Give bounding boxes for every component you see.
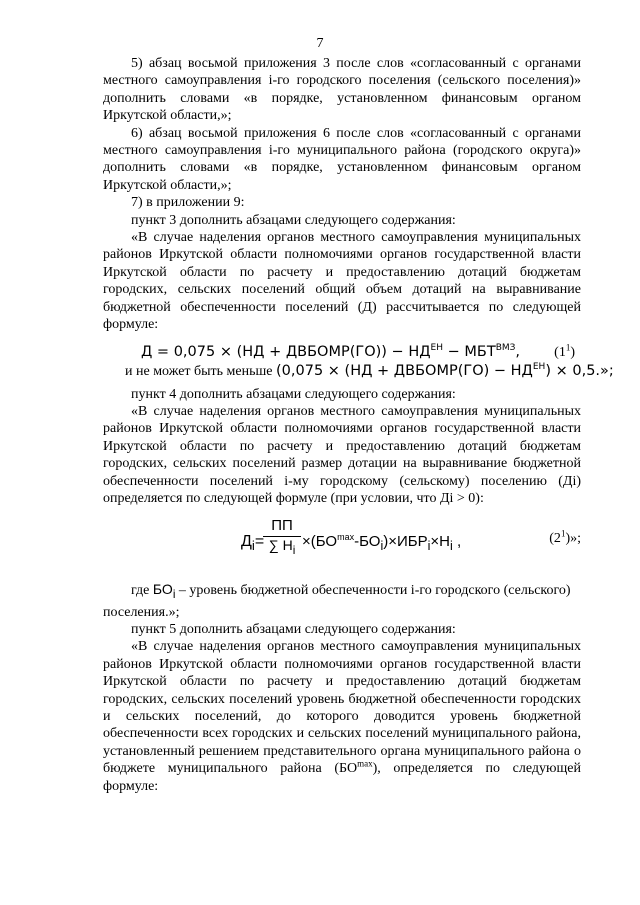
document-body	[103, 55, 614, 795]
page-number: 7	[316, 36, 324, 51]
paragraph-item-5: 5) абзац восьмой приложения 3 после слов «согласованный с органами местного самоуправления i-го городского поселения (сельского поселения)» дополнить словами «в порядке, установленном финансовым органом Иркутской области,»;	[103, 56, 581, 124]
paragraph-punkt-4-heading: пункт 4 дополнить абзацами следующего содержания:	[131, 386, 456, 402]
formula-1-expression: Д = 0,075 × (НД + ДВБОМР(ГО)) − $НД^{ЕН} - МБТ^{ВМЗ}$,	[141, 342, 521, 360]
paragraph-item-7: 7) в приложении 9:	[131, 195, 245, 211]
formula-1-number: $(1^1)$	[554, 341, 575, 360]
formula-2-fraction: ПП ∑ $Н_i$	[263, 517, 301, 559]
formula-2-number: $(2^1)$»;	[549, 528, 581, 547]
formula-2	[103, 515, 581, 575]
definition-symbol: $БО_i$	[152, 581, 176, 602]
formula-2-lhs: $Д_i=$	[241, 533, 265, 554]
paragraph-punkt-4-body: «В случае наделения органов местного самоуправления муниципальных районов Иркутской области полномочиями органов государственной власти Иркутской области по расчету и предоставлению дотаций бюджетам городских, сельских поселений размер дотации на выравнивание бюджетной обеспеченности поселений i-му городскому (сельскому) поселению (Дi) определяется по следующей формуле (при условии, что Дi > 0):	[103, 403, 581, 506]
formula-1-condition: и не может быть меньше (0,075 × (НД + ДВБОМР(ГО) − $НД^{ЕН}) \times 0,5$.»;	[125, 361, 614, 379]
paragraph-punkt-5-body: «В случае наделения органов местного самоуправления муниципальных районов Иркутской области полномочиями органов государственной власти Иркутской области по расчету и предоставлению дотаций бюджетам городских, сельских поселений уровень бюджетной обеспеченности городских и сельских поселений, до которого доводится уровень бюджетной обеспеченности всех городских и сельских поселений муниципального района, установленный решением представительного органа муниципального района о бюджете муниципального района $(БО^{max})$, определяется по следующей формуле:	[103, 639, 581, 794]
paragraph-punkt-3-body: «В случае наделения органов местного самоуправления муниципальных районов Иркутской области полномочиями органов государственной власти Иркутской области по расчету и предоставлению дотаций бюджетам городских, сельских поселений общий объем дотаций на выравнивание бюджетной обеспеченности поселений (Д) рассчитывается по следующей формуле:	[103, 230, 581, 333]
formula-2-rhs: $\times(БО^{max}-БО_i)\times ИБР_i\times Н_i$ ,	[302, 532, 462, 554]
paragraph-punkt-5-heading: пункт 5 дополнить абзацами следующего содержания:	[131, 621, 456, 637]
paragraph-item-6: 6) абзац восьмой приложения 6 после слов «согласованный с органами местного самоуправления i-го муниципального района (городского округа)» дополнить словами «в порядке, установленном финансовым органом Иркутской области,»;	[103, 125, 581, 193]
formula-1	[103, 341, 614, 386]
paragraph-punkt-3-heading: пункт 3 дополнить абзацами следующего содержания:	[131, 212, 456, 228]
paragraph-definition: где $БО_i$ – уровень бюджетной обеспеченности i-го городского (сельского) поселения.»;	[103, 581, 571, 620]
